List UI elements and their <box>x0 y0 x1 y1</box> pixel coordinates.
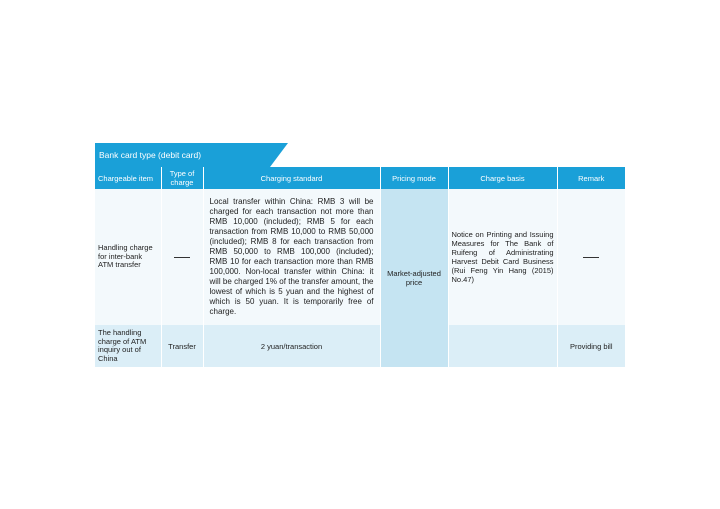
row1-charging-standard: Local transfer within China: RMB 3 will be charged for each transaction not more than RMB 10,000 (included); RMB 5 for each transaction from RMB 10,000 to RMB 50,000 (included); RMB 8 for each transaction from RMB 50,000 to RMB 100,000 (included); RMB 10 for each transaction more than RMB 100,000. Non-local transfer within China: it will be charged 1% of the transfer amount, the lowest of which is 5 yuan and the highest of which is 50 yuan. It is temporarily free of charge. <box>203 189 380 325</box>
fee-table-container <box>95 143 625 367</box>
table-title-tab: Bank card type (debit card) <box>95 143 270 167</box>
row2-remark: Providing bill <box>557 325 625 367</box>
dash-placeholder <box>174 257 190 258</box>
row1-charge-basis: Notice on Printing and Issuing Measures for The Bank of Ruifeng of Administrating Harvest Debit Card Business (Rui Feng Yin Hang (2015) No.47) <box>448 189 557 325</box>
table-row <box>95 325 625 367</box>
header-charging-standard: Charging standard <box>203 167 380 189</box>
header-remark: Remark <box>557 167 625 189</box>
row2-charge-basis <box>448 325 557 367</box>
pricing-mode-cell: Market-adjusted price <box>380 189 448 367</box>
header-type-of-charge: Type of charge <box>161 167 203 189</box>
row1-type-of-charge <box>161 189 203 325</box>
row2-type-of-charge: Transfer <box>161 325 203 367</box>
fee-table <box>95 167 625 367</box>
row2-chargeable-item: The handling charge of ATM inquiry out of China <box>95 325 161 367</box>
row1-chargeable-item: Handling charge for inter-bank ATM transfer <box>95 189 161 325</box>
dash-placeholder <box>583 257 599 258</box>
table-row <box>95 189 625 325</box>
row1-remark <box>557 189 625 325</box>
header-pricing-mode: Pricing mode <box>380 167 448 189</box>
table-header-row <box>95 167 625 189</box>
header-charge-basis: Charge basis <box>448 167 557 189</box>
row2-charging-standard: 2 yuan/transaction <box>203 325 380 367</box>
header-chargeable-item: Chargeable item <box>95 167 161 189</box>
